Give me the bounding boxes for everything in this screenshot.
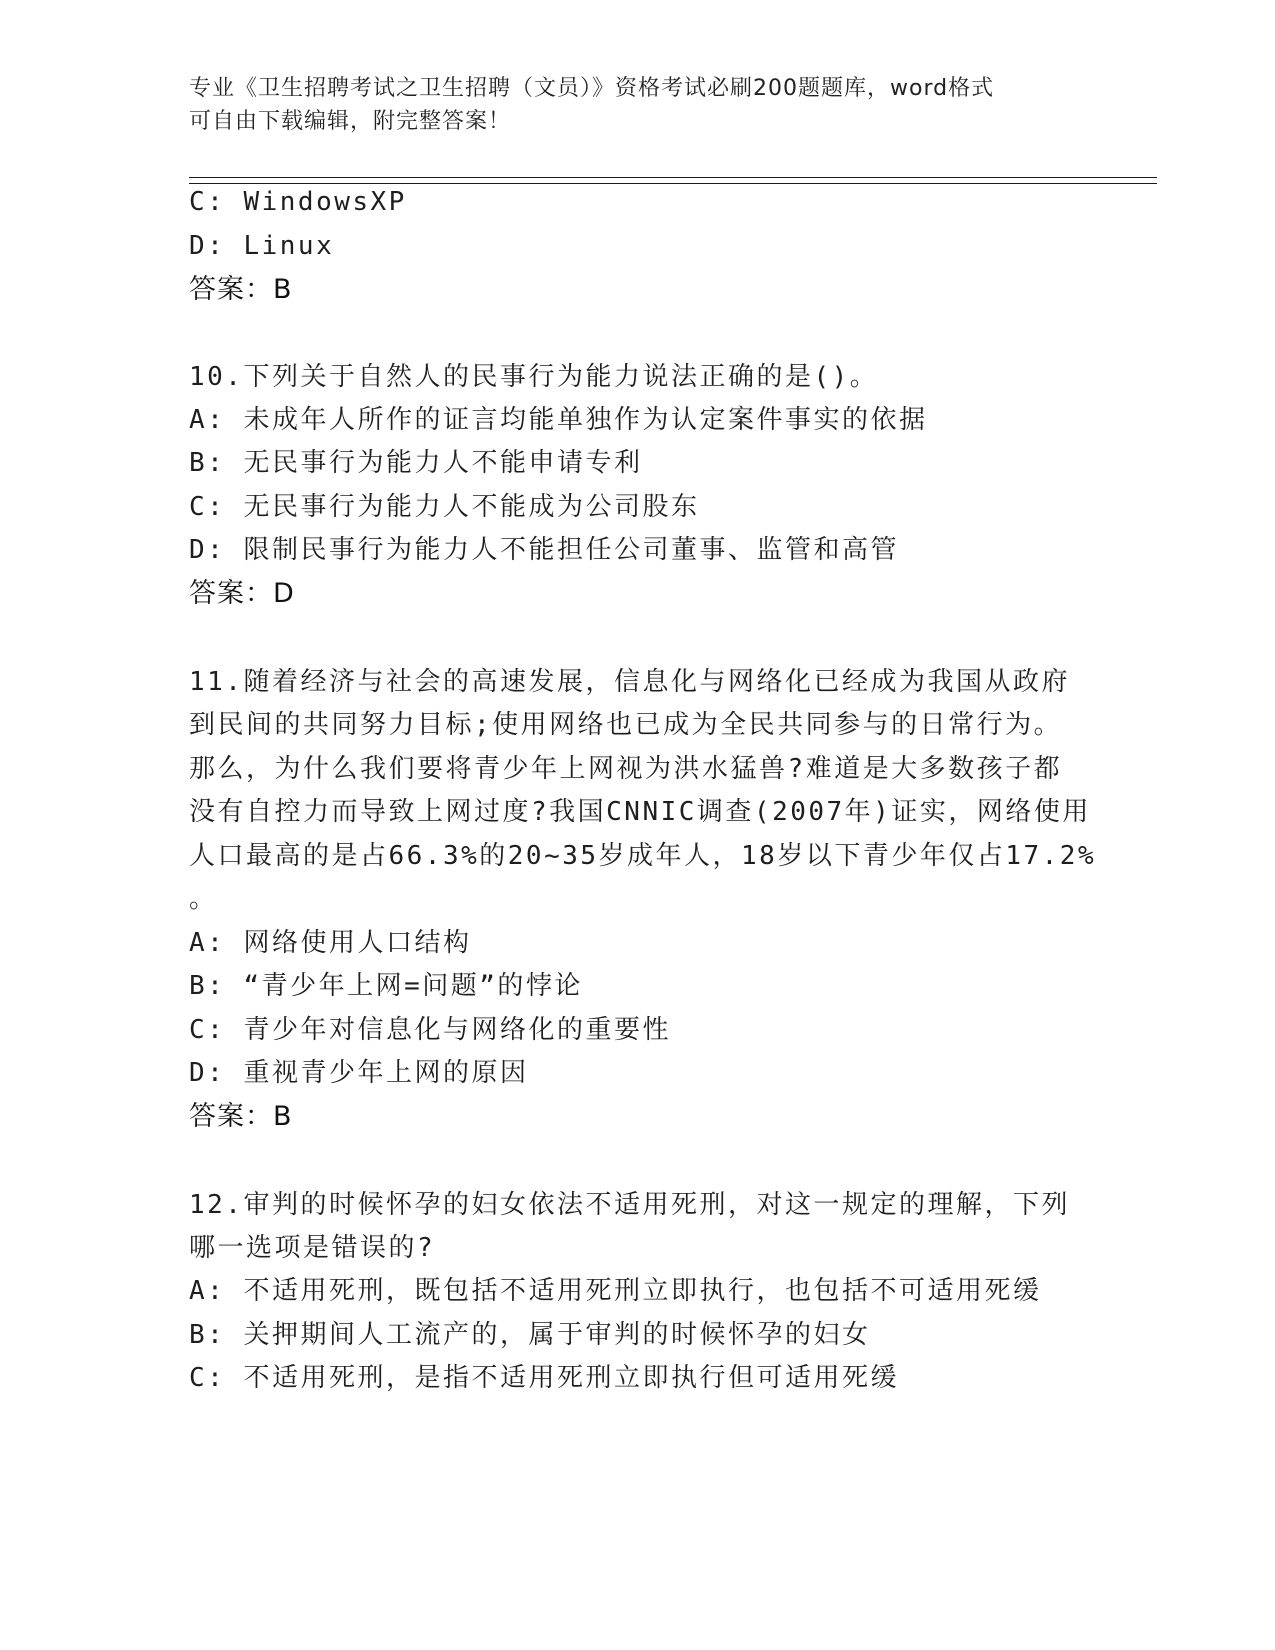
header-divider-top (189, 177, 1157, 178)
option-a: A: 未成年人所作的证言均能单独作为认定案件事实的依据 (189, 405, 928, 435)
header-title-line-2: 可自由下载编辑，附完整答案！ (189, 109, 512, 134)
question-text-line: 那么，为什么我们要将青少年上网视为洪水猛兽?难道是大多数孩子都 (189, 754, 1063, 784)
option-c: C: WindowsXP (189, 187, 407, 217)
question-text: 10.下列关于自然人的民事行为能力说法正确的是()。 (189, 362, 879, 392)
question-text-line: 12.审判的时候怀孕的妇女依法不适用死刑，对这一规定的理解，下列 (189, 1190, 1070, 1220)
option-b: B: 无民事行为能力人不能申请专利 (189, 448, 643, 478)
option-b: B: “青少年上网=问题”的悖论 (189, 971, 583, 1001)
option-a: A: 不适用死刑，既包括不适用死刑立即执行，也包括不可适用死缓 (189, 1276, 1042, 1306)
option-d: D: 限制民事行为能力人不能担任公司董事、监管和高管 (189, 535, 899, 565)
question-text-line: 人口最高的是占66.3%的20~35岁成年人，18岁以下青少年仅占17.2% (189, 841, 1097, 871)
question-text-line: 没有自控力而导致上网过度?我国CNNIC调查(2007年)证实，网络使用 (189, 797, 1091, 827)
option-a: A: 网络使用人口结构 (189, 928, 472, 958)
question-text-line: 哪一选项是错误的? (189, 1233, 436, 1263)
document-header (189, 72, 1069, 138)
answer-label: 答案：B (189, 1101, 293, 1132)
option-d: D: 重视青少年上网的原因 (189, 1058, 529, 1088)
question-text-line: 。 (189, 884, 218, 914)
header-title-line-1: 专业《卫生招聘考试之卫生招聘（文员）》资格考试必刷200题题库，word格式 (189, 76, 995, 101)
option-d: D: Linux (189, 231, 335, 261)
answer-label: 答案：D (189, 578, 295, 609)
answer-label: 答案：B (189, 274, 293, 305)
option-b: B: 关押期间人工流产的，属于审判的时候怀孕的妇女 (189, 1320, 871, 1350)
question-text-line: 11.随着经济与社会的高速发展，信息化与网络化已经成为我国从政府 (189, 667, 1070, 697)
option-c: C: 无民事行为能力人不能成为公司股东 (189, 492, 700, 522)
question-text-line: 到民间的共同努力目标;使用网络也已成为全民共同参与的日常行为。 (189, 710, 1063, 740)
option-c: C: 青少年对信息化与网络化的重要性 (189, 1015, 671, 1045)
option-c: C: 不适用死刑，是指不适用死刑立即执行但可适用死缓 (189, 1363, 899, 1393)
